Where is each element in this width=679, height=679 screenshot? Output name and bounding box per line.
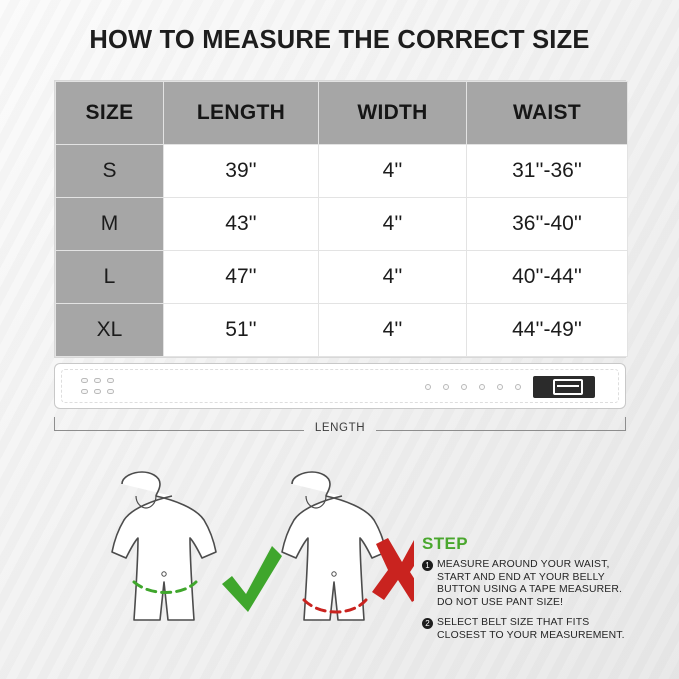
belt-diagram bbox=[54, 363, 626, 463]
cell-size: L bbox=[56, 251, 164, 304]
column-header-size: SIZE bbox=[56, 82, 164, 145]
belt-hole-icon bbox=[479, 384, 485, 390]
rivet-icon bbox=[81, 389, 88, 394]
column-header-waist: WAIST bbox=[467, 82, 628, 145]
check-mark-icon bbox=[222, 546, 282, 612]
belt-buckle-icon bbox=[533, 376, 595, 398]
page-title: HOW TO MEASURE THE CORRECT SIZE bbox=[89, 26, 590, 54]
cell-length: 47'' bbox=[164, 251, 319, 304]
table-row bbox=[56, 198, 628, 251]
step-text: MEASURE AROUND YOUR WAIST, START AND END AT YOUR BELLY BUTTON USING A TAPE MEASURER. DO NOT USE PANT SIZE! bbox=[437, 559, 623, 608]
step-item bbox=[422, 617, 627, 642]
buckle-prong bbox=[557, 385, 579, 387]
column-header-length: LENGTH bbox=[164, 82, 319, 145]
cell-width: 4'' bbox=[319, 304, 467, 357]
torso-correct bbox=[112, 472, 216, 620]
table-row bbox=[56, 145, 628, 198]
cell-waist: 40''-44'' bbox=[467, 251, 628, 304]
cell-width: 4'' bbox=[319, 251, 467, 304]
belt-graphic bbox=[54, 363, 626, 409]
step-item bbox=[422, 559, 627, 609]
rivet-icon bbox=[94, 389, 101, 394]
rivet-icon bbox=[94, 378, 101, 383]
belt-rivets-group bbox=[81, 377, 129, 397]
step-instructions bbox=[422, 534, 627, 651]
step-number-badge: 1 bbox=[422, 560, 433, 571]
cell-waist: 44''-49'' bbox=[467, 304, 628, 357]
cell-length: 39'' bbox=[164, 145, 319, 198]
rivet-icon bbox=[81, 378, 88, 383]
cell-length: 51'' bbox=[164, 304, 319, 357]
cell-size: XL bbox=[56, 304, 164, 357]
table-header-row bbox=[56, 82, 628, 145]
length-label: LENGTH bbox=[314, 422, 366, 434]
table-row bbox=[56, 251, 628, 304]
rivet-icon bbox=[107, 378, 114, 383]
step-number-badge: 2 bbox=[422, 618, 433, 629]
buckle-frame bbox=[553, 379, 583, 395]
cell-size: M bbox=[56, 198, 164, 251]
cell-waist: 31''-36'' bbox=[467, 145, 628, 198]
belt-hole-icon bbox=[443, 384, 449, 390]
step-heading: STEP bbox=[422, 534, 469, 553]
size-table-container bbox=[54, 80, 626, 358]
rivet-icon bbox=[107, 389, 114, 394]
cell-width: 4'' bbox=[319, 145, 467, 198]
cell-width: 4'' bbox=[319, 198, 467, 251]
belt-hole-icon bbox=[497, 384, 503, 390]
column-header-width: WIDTH bbox=[319, 82, 467, 145]
belt-hole-icon bbox=[515, 384, 521, 390]
belt-hole-icon bbox=[425, 384, 431, 390]
torso-figures bbox=[64, 470, 414, 650]
size-table bbox=[55, 81, 628, 357]
measurement-illustration bbox=[54, 470, 626, 660]
torso-incorrect bbox=[282, 472, 386, 620]
cross-mark-icon bbox=[372, 538, 414, 602]
step-text: SELECT BELT SIZE THAT FITS CLOSEST TO YOUR MEASUREMENT. bbox=[437, 617, 625, 641]
cell-size: S bbox=[56, 145, 164, 198]
length-measure-bracket bbox=[54, 417, 626, 451]
cell-waist: 36''-40'' bbox=[467, 198, 628, 251]
belt-hole-icon bbox=[461, 384, 467, 390]
table-row bbox=[56, 304, 628, 357]
cell-length: 43'' bbox=[164, 198, 319, 251]
